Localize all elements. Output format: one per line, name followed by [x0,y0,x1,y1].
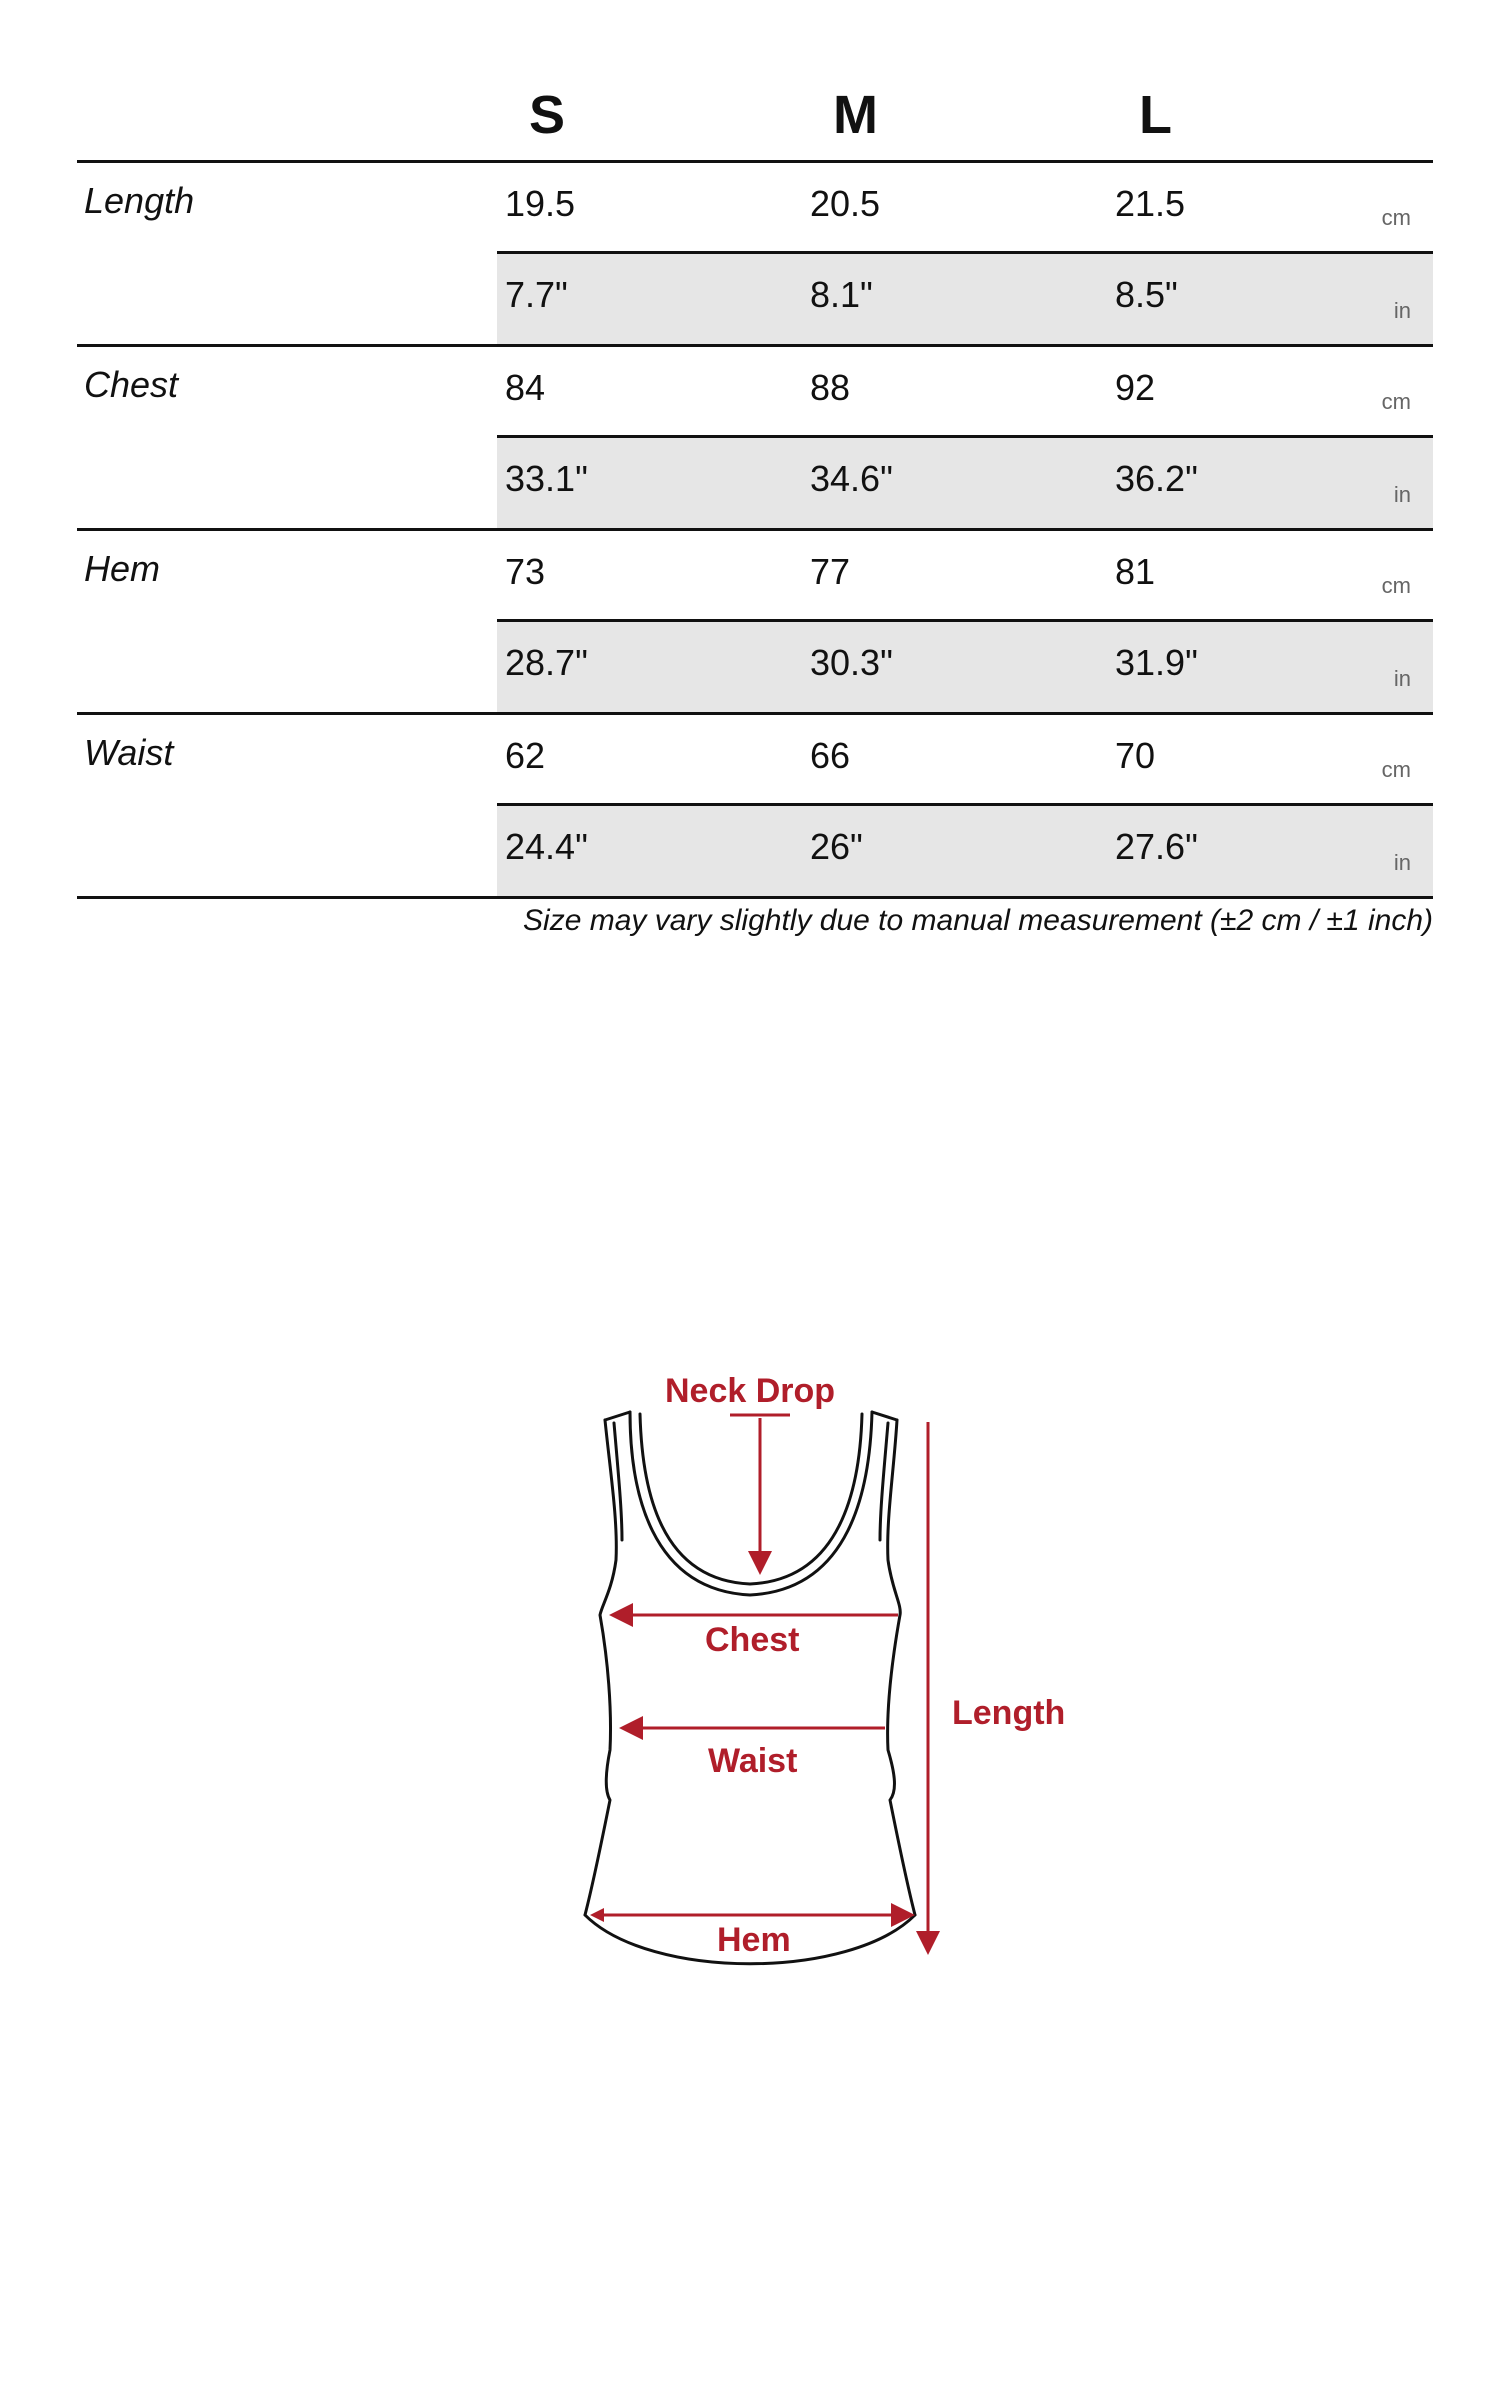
length-label: Length [952,1694,1066,1732]
measurement-row-hem [77,531,1433,715]
value-cell: 26" [810,826,863,867]
value-cell: 84 [505,367,546,408]
inch-row [497,806,1433,896]
unit-label-cm: cm [1381,757,1411,782]
cm-row [497,347,1433,438]
measurement-row-waist [77,715,1433,899]
unit-label-cm: cm [1381,573,1411,598]
inch-row [497,254,1433,344]
unit-label-cm: cm [1381,205,1411,230]
size-header-m: M [833,85,878,145]
value-cell: 73 [505,551,546,592]
unit-label-cm: cm [1381,389,1411,414]
size-header-l: L [1139,85,1172,145]
value-cell: 81 [1115,551,1156,592]
inch-row [497,438,1433,528]
value-cell: 21.5 [1115,183,1186,224]
tank-top-illustration [560,1340,1100,1980]
value-cell: 7.7" [505,274,568,315]
cm-row [497,163,1433,254]
unit-label-in: in [1393,298,1411,323]
value-cell: 88 [810,367,851,408]
measurement-row-length [77,163,1433,347]
unit-label-in: in [1393,666,1411,691]
size-header-row [77,70,1433,163]
inch-row [497,622,1433,712]
value-cell: 36.2" [1115,458,1198,499]
value-cell: 92 [1115,367,1156,408]
cm-row [497,715,1433,806]
value-cell: 27.6" [1115,826,1198,867]
value-cell: 33.1" [505,458,588,499]
measurement-label: Chest [84,364,179,405]
measurement-label: Waist [84,732,174,773]
value-cell: 66 [810,735,851,776]
size-header-s: S [529,85,566,145]
value-cell: 77 [810,551,851,592]
unit-label-in: in [1393,850,1411,875]
neck-drop-label: Neck Drop [665,1372,836,1410]
value-cell: 62 [505,735,546,776]
measurement-note: Size may vary slightly due to manual measurement (±2 cm / ±1 inch) [523,904,1433,937]
value-cell: 20.5 [810,183,881,224]
value-cell: 19.5 [505,183,576,224]
value-cell: 8.1" [810,274,873,315]
value-cell: 8.5" [1115,274,1178,315]
garment-outline [585,1412,915,1964]
measurement-row-chest [77,347,1433,531]
value-cell: 34.6" [810,458,893,499]
hem-label: Hem [717,1921,791,1959]
chest-label: Chest [705,1621,800,1659]
tank-top-measurement-diagram [560,1340,1100,1980]
value-cell: 30.3" [810,642,893,683]
value-cell: 28.7" [505,642,588,683]
waist-label: Waist [708,1742,798,1780]
size-chart-table [77,70,1433,899]
value-cell: 70 [1115,735,1156,776]
measurement-label: Length [84,180,195,221]
value-cell: 24.4" [505,826,588,867]
unit-label-in: in [1393,482,1411,507]
value-cell: 31.9" [1115,642,1198,683]
cm-row [497,531,1433,622]
measurement-label: Hem [84,548,161,589]
